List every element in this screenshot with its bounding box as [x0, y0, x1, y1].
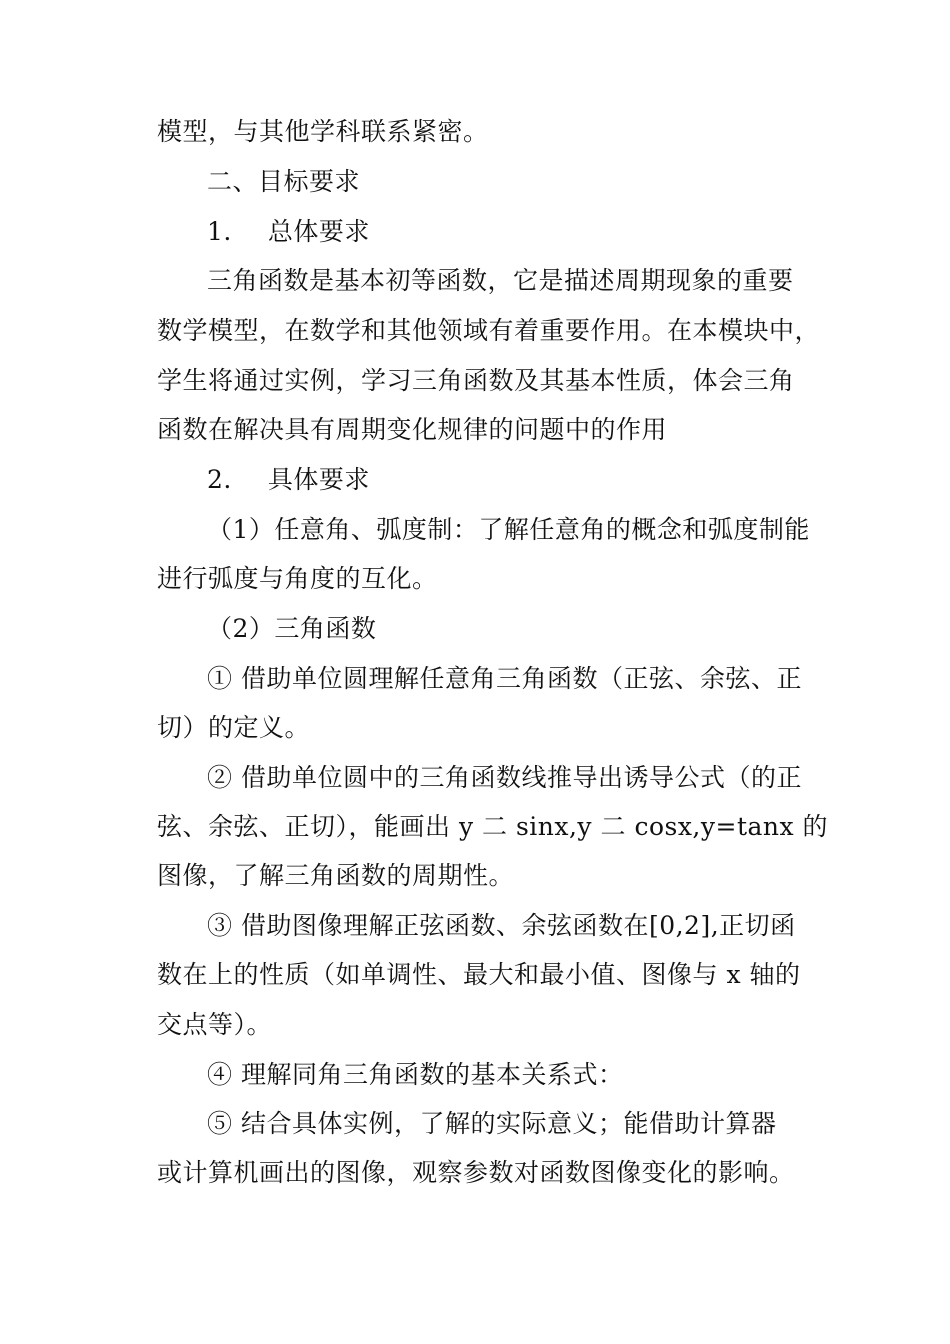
paragraph-line: 弦、余弦、正切），能画出 y 二 sinx,y 二 cosx,y=tanx 的: [157, 812, 829, 841]
paragraph-line: 三角函数是基本初等函数，它是描述周期现象的重要: [207, 266, 794, 295]
paragraph-line: 进行弧度与角度的互化。: [157, 564, 438, 593]
paragraph-line: ② 借助单位圆中的三角函数线推导出诱导公式（的正: [207, 763, 802, 792]
paragraph-line: （1）任意角、弧度制：了解任意角的概念和弧度制能: [207, 515, 810, 544]
list-number: 1.: [207, 217, 232, 246]
paragraph-line: 数学模型，在数学和其他领域有着重要作用。在本模块中，: [157, 316, 821, 345]
paragraph-line: ⑤ 结合具体实例，了解的实际意义；能借助计算器: [207, 1109, 777, 1138]
paragraph-line: 切）的定义。: [157, 713, 311, 742]
paragraph-line: 模型，与其他学科联系紧密。: [157, 117, 489, 146]
subsection-heading: [207, 217, 370, 247]
subsection-title: 总体要求: [267, 217, 370, 246]
paragraph-line: ① 借助单位圆理解任意角三角函数（正弦、余弦、正: [207, 664, 802, 693]
list-number: 2.: [207, 465, 232, 494]
paragraph-line: 学生将通过实例，学习三角函数及其基本性质，体会三角: [157, 366, 795, 395]
section-heading: 二、目标要求: [207, 167, 361, 196]
paragraph-line: 函数在解决具有周期变化规律的问题中的作用: [157, 415, 668, 444]
subsection-title: 具体要求: [267, 465, 370, 494]
paragraph-line: 数在上的性质（如单调性、最大和最小值、图像与 x 轴的: [157, 960, 801, 989]
paragraph-line: 或计算机画出的图像，观察参数对函数图像变化的影响。: [157, 1158, 795, 1187]
item-heading: （2）三角函数: [207, 614, 377, 643]
paragraph-line: 交点等）。: [157, 1010, 273, 1039]
paragraph-line: 图像，了解三角函数的周期性。: [157, 861, 515, 890]
paragraph-line: ④ 理解同角三角函数的基本关系式：: [207, 1060, 624, 1089]
paragraph-line: ③ 借助图像理解正弦函数、余弦函数在[0,2],正切函: [207, 911, 796, 940]
subsection-heading: [207, 465, 370, 495]
